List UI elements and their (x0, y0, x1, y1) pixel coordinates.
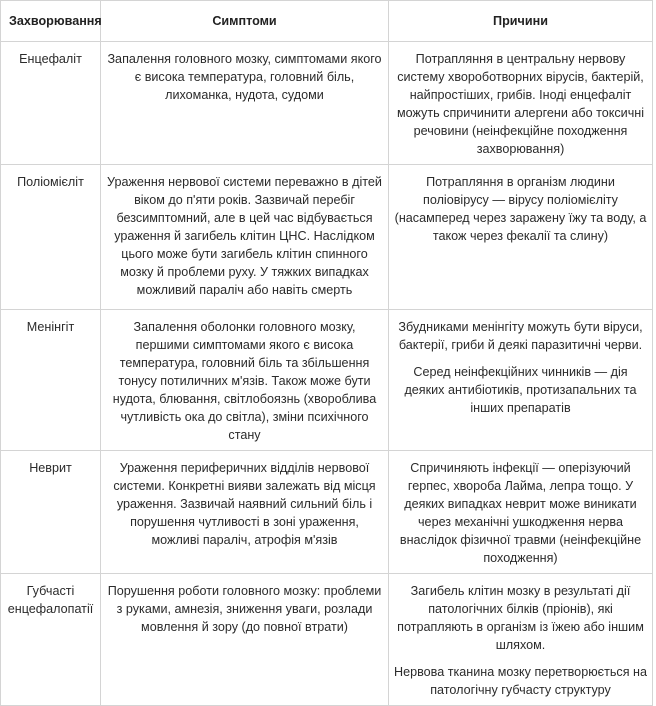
disease-name: Менінгіт (1, 310, 101, 451)
table-row (1, 42, 653, 165)
causes-cell (389, 574, 653, 706)
causes-cell (389, 310, 653, 451)
disease-name: Енцефаліт (1, 42, 101, 165)
causes-text: Збудниками менінгіту можуть бути віруси, бактерії, гриби й деякі паразитичні черви. (398, 320, 643, 352)
header-disease: Захворювання (1, 1, 101, 42)
causes-cell (389, 42, 653, 165)
causes-cell (389, 165, 653, 310)
table-row (1, 451, 653, 574)
symptoms-text: Ураження нервової системи переважно в дітей віком до п'яти років. Зазвичай перебіг безсимптомний, але в цей час відбувається ураження й загибель клітин ЦНС. Наслідком цього може бути загибель клітин спинного мозку й проблеми руху. У тяжких випадках можливий параліч або навіть смерть (107, 175, 382, 297)
header-causes: Причини (389, 1, 653, 42)
causes-cell (389, 451, 653, 574)
table-header-row (1, 1, 653, 42)
symptoms-cell (101, 451, 389, 574)
table-row (1, 574, 653, 706)
symptoms-cell (101, 165, 389, 310)
causes-text: Потрапляння в центральну нервову систему хвороботворних вірусів, бактерій, найпростіших, грибів. Іноді енцефаліт можуть спричинити алергени або токсичні речовини (неінфекційне походження захворювання) (396, 52, 645, 156)
causes-text: Потрапляння в організм людини поліовірусу — вірусу поліомієліту (насамперед через заражену їжу та воду, а також через фекалії та слину) (394, 175, 647, 243)
symptoms-text: Запалення оболонки головного мозку, першими симптомами якого є висока температура, головний біль та збільшення тонусу потиличних м'язів. Також може бути нудота, блювання, світлобоязнь (хвороблива чутливість ока до світла), зміни психічного стану (112, 320, 377, 442)
disease-name: Неврит (1, 451, 101, 574)
symptoms-cell (101, 574, 389, 706)
table-row (1, 310, 653, 451)
symptoms-text: Запалення головного мозку, симптомами якого є висока температура, головний біль, лихоманка, нудота, судоми (107, 52, 382, 102)
disease-name: Губчасті енцефалопатії (1, 574, 101, 706)
causes-text-secondary: Серед неінфекційних чинників — дія деяких антибіотиків, протизапальних та інших препаратів (404, 365, 637, 415)
symptoms-text: Ураження периферичних відділів нервової системи. Конкретні вияви залежать від місця ураження. Зазвичай наявний сильний біль і порушення чутливості в зоні ураження, можливі параліч, атрофія м'язів (113, 461, 376, 547)
symptoms-cell (101, 42, 389, 165)
disease-name: Поліомієліт (1, 165, 101, 310)
causes-text: Спричиняють інфекції — оперізуючий герпес, хвороба Лайма, лепра тощо. У деяких випадках неврит може виникати через механічні ушкодження нерва внаслідок фізичної травми (неінфекційне походження) (399, 461, 642, 565)
symptoms-cell (101, 310, 389, 451)
causes-text: Загибель клітин мозку в результаті дії патологічних білків (пріонів), які потрапляють в організм із їжею або іншим шляхом. (397, 584, 644, 652)
symptoms-text: Порушення роботи головного мозку: проблеми з руками, амнезія, зниження уваги, розлади мовлення й зору (до повної втрати) (107, 584, 382, 634)
header-symptoms: Симптоми (101, 1, 389, 42)
table-row (1, 165, 653, 310)
causes-text-secondary: Нервова тканина мозку перетворюється на патологічну губчасту структуру (394, 665, 647, 697)
